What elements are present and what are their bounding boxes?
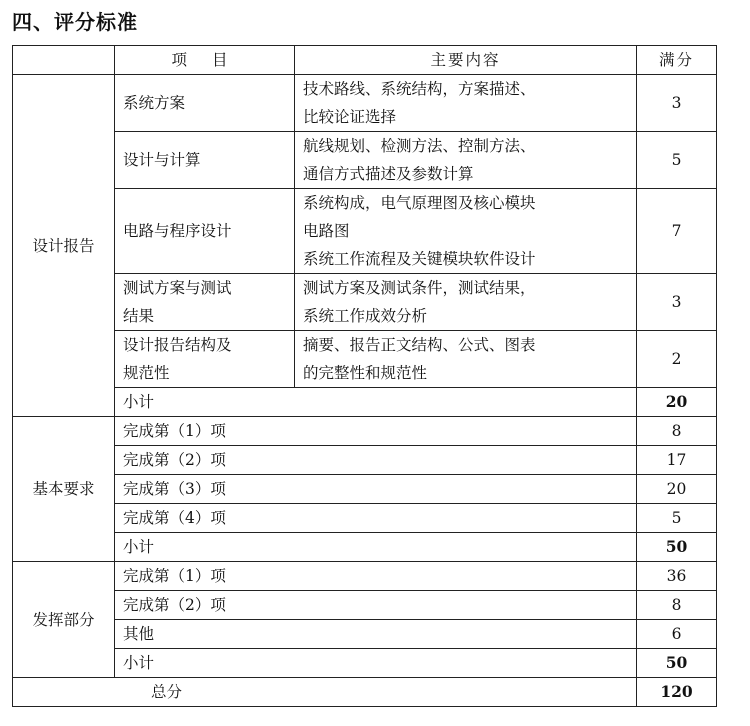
content-line: 系统工作成效分析 — [303, 307, 428, 325]
category-extended: 发挥部分 — [13, 562, 115, 678]
header-score: 满分 — [637, 46, 717, 75]
content-line: 的完整性和规范性 — [303, 364, 428, 382]
item-cell: 完成第（2）项 — [115, 591, 637, 620]
item-cell: 完成第（2）项 — [115, 446, 637, 475]
score-cell: 2 — [637, 331, 717, 388]
header-blank — [13, 46, 115, 75]
item-cell: 完成第（3）项 — [115, 475, 637, 504]
item-line: 规范性 — [123, 364, 170, 382]
content-line: 测试方案及测试条件，测试结果， — [303, 279, 536, 297]
table-row — [13, 475, 717, 504]
header-item: 项 目 — [115, 46, 295, 75]
table-header-row — [13, 46, 717, 75]
content-line: 电路图 — [303, 222, 350, 240]
score-cell: 6 — [637, 620, 717, 649]
score-cell: 5 — [637, 504, 717, 533]
content-cell — [295, 75, 637, 132]
total-label: 总分 — [13, 678, 637, 707]
item-line: 设计报告结构及 — [123, 336, 232, 354]
item-line: 测试方案与测试 — [123, 279, 232, 297]
total-row — [13, 678, 717, 707]
score-cell: 5 — [637, 132, 717, 189]
content-cell — [295, 274, 637, 331]
subtotal-row — [13, 649, 717, 678]
item-cell: 设计与计算 — [115, 132, 295, 189]
content-cell — [295, 331, 637, 388]
subtotal-score: 50 — [637, 649, 717, 678]
table-row — [13, 562, 717, 591]
content-line: 航线规划、检测方法、控制方法、 — [303, 137, 536, 155]
content-cell — [295, 132, 637, 189]
table-row — [13, 417, 717, 446]
score-cell: 8 — [637, 417, 717, 446]
table-row — [13, 446, 717, 475]
subtotal-label: 小计 — [115, 388, 637, 417]
score-cell: 3 — [637, 274, 717, 331]
item-cell: 其他 — [115, 620, 637, 649]
table-row — [13, 189, 717, 274]
item-cell: 电路与程序设计 — [115, 189, 295, 274]
item-cell — [115, 331, 295, 388]
item-cell: 系统方案 — [115, 75, 295, 132]
subtotal-score: 50 — [637, 533, 717, 562]
subtotal-row — [13, 388, 717, 417]
item-cell: 完成第（4）项 — [115, 504, 637, 533]
subtotal-row — [13, 533, 717, 562]
item-cell: 完成第（1）项 — [115, 417, 637, 446]
score-cell: 36 — [637, 562, 717, 591]
subtotal-score: 20 — [637, 388, 717, 417]
content-line: 技术路线、系统结构，方案描述、 — [303, 80, 536, 98]
item-cell — [115, 274, 295, 331]
header-content: 主要内容 — [295, 46, 637, 75]
section-heading: 四、评分标准 — [12, 10, 138, 34]
table-row — [13, 132, 717, 189]
total-score: 120 — [637, 678, 717, 707]
table-row — [13, 75, 717, 132]
item-cell: 完成第（1）项 — [115, 562, 637, 591]
score-cell: 3 — [637, 75, 717, 132]
category-basic: 基本要求 — [13, 417, 115, 562]
category-design-report: 设计报告 — [13, 75, 115, 417]
table-row — [13, 274, 717, 331]
content-line: 系统工作流程及关键模块软件设计 — [303, 250, 536, 268]
grading-table — [12, 45, 717, 707]
score-cell: 17 — [637, 446, 717, 475]
score-cell: 20 — [637, 475, 717, 504]
subtotal-label: 小计 — [115, 533, 637, 562]
content-line: 比较论证选择 — [303, 108, 397, 126]
table-row — [13, 331, 717, 388]
table-row — [13, 620, 717, 649]
content-line: 通信方式描述及参数计算 — [303, 165, 474, 183]
subtotal-label: 小计 — [115, 649, 637, 678]
table-row — [13, 591, 717, 620]
item-line: 结果 — [123, 307, 155, 325]
content-line: 摘要、报告正文结构、公式、图表 — [303, 336, 536, 354]
content-line: 系统构成，电气原理图及核心模块 — [303, 194, 536, 212]
table-row — [13, 504, 717, 533]
content-cell — [295, 189, 637, 274]
score-cell: 7 — [637, 189, 717, 274]
score-cell: 8 — [637, 591, 717, 620]
